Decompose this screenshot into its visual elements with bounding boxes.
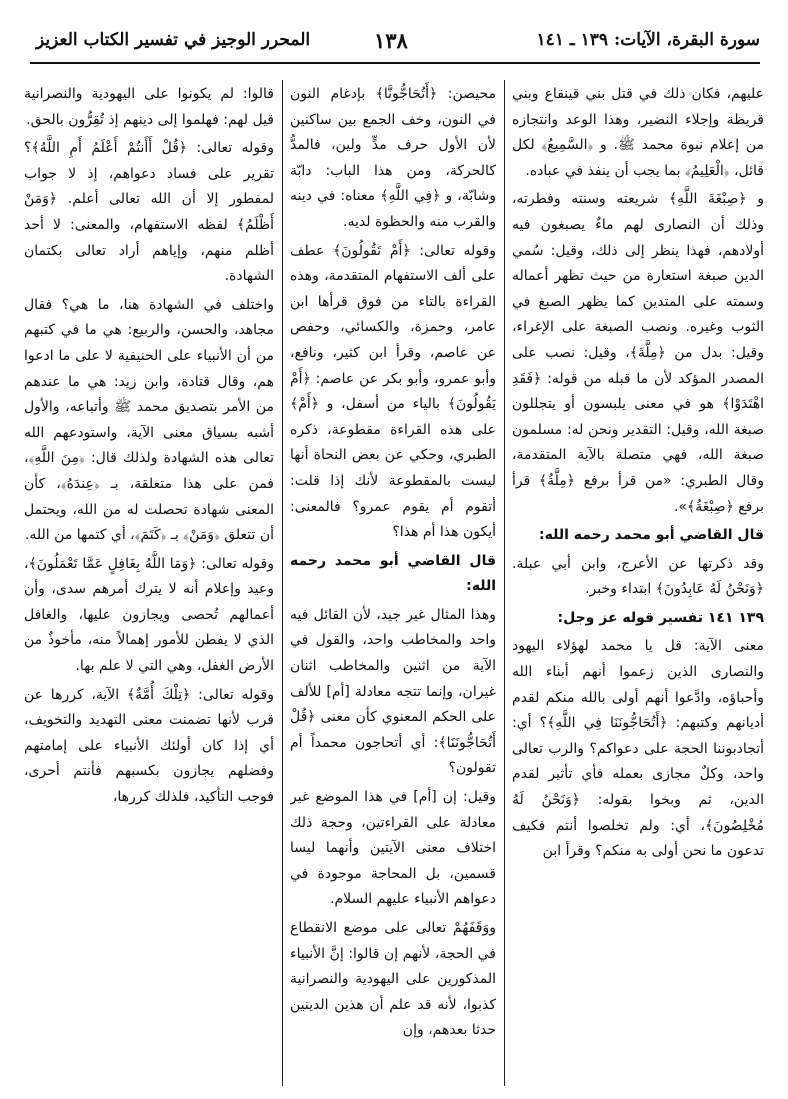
surah-title: سورة البقرة، الآيات: ١٣٩ ـ ١٤١ xyxy=(536,30,760,50)
paragraph: عليهم، فكان ذلك في قتل بني قينقاع وبني قريظة وإجلاء النضير، وهذا الوعد وانتجازه من إعلام نبوة محمد ﷺ. و ﴿السَّمِيعُ﴾ لكل قائل، ﴿الْعَلِيمُ﴾ بما يجب أن ينفذ في عباده. xyxy=(512,86,764,179)
column-left xyxy=(24,82,274,1088)
tafsir-heading: ١٣٩ ١٤١ تفسير قوله عز وجل: xyxy=(557,609,764,626)
column-divider-right xyxy=(504,80,505,1086)
paragraph: وهذا المثال غير جيد، لأن القائل فيه واحد والمخاطب واحد، والقول في الآية من اثنين والمخاطب اثنان غيران، وإنما تتجه معادلة [أم] للألف على الحكم المعنوي كأن معنى ﴿قُلْ أَتُحَاجُّونَنَا﴾: أي أتحاجون محمداً أم تقولون؟ xyxy=(290,606,496,777)
page-number: ١٣٨ xyxy=(374,28,408,53)
paragraph: قالوا: لم يكونوا على اليهودية والنصرانية قيل لهم: فهلموا إلى دينهم إذ تُقِرُّون بالحق. xyxy=(24,86,274,128)
paragraph: وقيل: إن [أم] في هذا الموضع غير معادلة على القراءتين، وحجة ذلك اختلاف معنى الآيتين وأنهما ليسا قسمين، بل المحاجة موجودة في دعواهم الأنبياء عليهم السلام. xyxy=(290,789,496,908)
column-right xyxy=(512,82,764,1088)
paragraph: وقوله تعالى: ﴿أَمْ تَقُولُونَ﴾ عطف على ألف الاستفهام المتقدمة، وهذه القراءة بالتاء من فوق قرأها ابن عامر، وحمزة، والكسائي، وحفص عن عاصم، وقرأ ابن كثير، ونافع، وأبو عمرو، وأبو بكر عن عاصم: ﴿أَمْ يَقُولُونَ﴾ بالياء من أسفل، و ﴿أَمْ﴾ على هذه القراءة مقطوعة، ذكره الطبري، وحكي عن بعض النحاة أنها ليست بالمقطوعة لأنك إذا قلت: أتقوم أم يقوم عمرو؟ فالمعنى: أيكون هذا أم هذا؟ xyxy=(290,242,496,541)
paragraph: و ﴿صِبْغَةَ اللَّهِ﴾ شريعته وسنته وفطرته، وذلك أن النصارى لهم ماءٌ يصبغون فيه أولادهم، فهذا ينظر إلى ذلك، وقيل: سُمي الدين صبغة استعارة من حيث تظهر أعماله وسمته على المتدين كما يظهر الصبغ في الثوب وغيره. ونصب الصبغة على الإغراء، وقيل: بدل من ﴿مِلَّةَ﴾، وقيل: نصب على المصدر المؤكد لأن ما قبله من قوله: ﴿فَقَدِ اهْتَدَوْا﴾ هو في معنى يلبسون أو يتجللون صبغة الله، وقيل: التقدير ونحن له: مسلمون صبغة الله، فهي متصلة بالآية المتقدمة، وقال الطبري: «من قرأ برفع ﴿مِلَّةُ﴾ قرأ برفع ﴿صِبْغَةُ﴾». xyxy=(512,191,764,515)
qadi-heading: قال القاضي أبو محمد رحمه الله: xyxy=(539,527,764,544)
paragraph: معنى الآية: قل يا محمد لهؤلاء اليهود والنصارى الذين زعموا أنهم أبناء الله وأحباؤه، وادَّعوا أنهم أولى بالله منكم لقدم أديانهم وكتبهم: ﴿أَتُحَاجُّونَنَا فِي اللَّهِ﴾؟ أي: أتجادبوننا الحجة على دعواكم؟ والرب تعالى واحد، وكلٌ مجازى بعمله فأي تأثير لقدم الدين، ثم وبخوا بقوله: ﴿وَنَحْنُ لَهُ مُخْلِصُونَ﴾، أي: ولم تخلصوا أنتم فكيف تدعون ما نحن أولى به منكم؟ وقرأ ابن xyxy=(512,638,764,860)
page-header xyxy=(34,26,760,60)
paragraph: وقد ذكرتها عن الأعرج، وابن أبي عبلة. ﴿وَنَحْنُ لَهُ عَابِدُونَ﴾ ابتداء وخبر. xyxy=(512,555,764,598)
column-divider-left xyxy=(282,80,283,1086)
header-rule xyxy=(30,62,760,64)
paragraph: ووَقَفَهُمْ تعالى على موضع الانقطاع في الحجة، لأنهم إن قالوا: إنَّ الأنبياء المذكورين على اليهودية والنصرانية كذبوا، لأنه قد علم أن هذين الدينين حدثا بعدهم، وإن xyxy=(290,920,496,1039)
column-middle xyxy=(290,82,496,1088)
paragraph: واختلف في الشهادة هنا، ما هي؟ فقال مجاهد، والحسن، والربيع: هي ما في كتبهم من أن الأنبياء على الحنيفية لا على ما ادعوا هم، وقال قتادة، وابن زيد: هي ما عندهم من الأمر بتصديق محمد ﷺ وأتباعه، والأول أشبه بسياق معنى الآية، واستودعهم الله تعالى هذه الشهادة ولذلك قال: ﴿مِنَ اللَّهِ﴾، فمن على هذا متعلقة، بـ ﴿عِندَهُ﴾، كأن المعنى شهادة تحصلت له من الله، ويحتمل أن تتعلق ﴿وَمَنْ﴾ بـ ﴿كَتَمَ﴾، أي كتمها من الله. xyxy=(24,296,274,544)
paragraph: محيصن: ﴿أَتُحَاجُّونَّا﴾ بإدغام النون في النون، وخف الجمع بين ساكنين لأن الأول حرف مدٍّ ولين، فالمدُّ كالحركة، ومن هذا الباب: دابّة وشابّة، و ﴿فِي اللَّهِ﴾ معناه: في دينه والقرب منه والحظوة لديه. xyxy=(290,86,496,230)
book-title: المحرر الوجيز في تفسير الكتاب العزيز xyxy=(36,30,311,50)
paragraph: وقوله تعالى: ﴿قُلْ أَأَنتُمْ أَعْلَمُ أَمِ اللَّهُ﴾؟ تقرير على فساد دعواهم، إذ لا جواب لمفطور إلا أن الله تعالى أعلم. ﴿وَمَنْ أَظْلَمُ﴾ لفظه الاستفهام، والمعنى: لا أحد أظلم منهم، وإياهم أراد تعالى بكتمان الشهادة. xyxy=(24,140,274,285)
paragraph: وقوله تعالى: ﴿تِلْكَ أُمَّةٌ﴾ الآية، كررها عن قرب لأنها تضمنت معنى التهديد والتخويف، أي إذا كان أولئك الأنبياء على إمامتهم وفضلهم يجازون بكسبهم فأنتم أحرى، فوجب التأكيد، فلذلك كررها، xyxy=(24,686,274,806)
qadi-heading: قال القاضي أبو محمد رحمه الله: xyxy=(290,552,496,595)
paragraph: وقوله تعالى: ﴿وَمَا اللَّهُ بِغَافِلٍ عَمَّا تَعْمَلُونَ﴾، وعيد وإعلام أنه لا يترك أمرهم سدى، وأن أعمالهم تُحصى ويجازون عليها، والغافل الذي لا يفطن للأمور إهمالاً منه، مأخوذٌ من الأرض الغفل، وهي التي لا علم بها. xyxy=(24,555,274,675)
